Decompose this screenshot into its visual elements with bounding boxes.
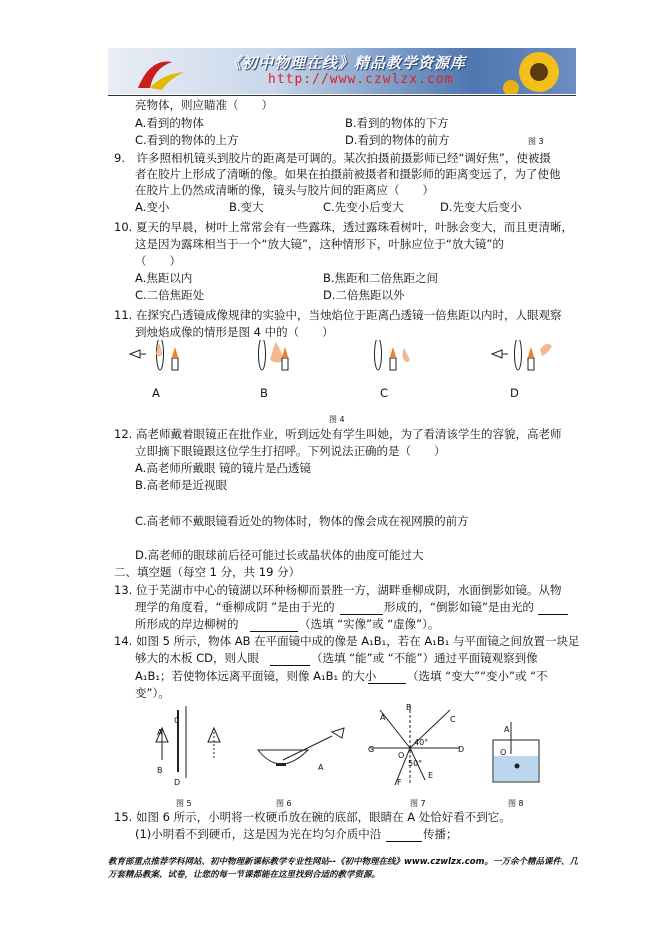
fig4-caption: 图 4: [329, 415, 345, 424]
q10-line3: （ ）: [135, 254, 181, 268]
fig4-panel-c: [375, 340, 411, 370]
fig7-label-d: D: [458, 745, 465, 754]
q14-line4: 变”）。: [135, 686, 170, 700]
q9-line3: 在胶片上仍然成清晰的像，镜头与胶片间的距离应（ ）: [135, 183, 434, 197]
eye-icon: [130, 350, 146, 358]
q9-line1: 9. 许多照相机镜头到胶片的距离是可调的。某次拍摄前摄影师已经“调好焦”，使被摄: [114, 151, 551, 165]
image-flame-icon: [540, 344, 552, 356]
q13-blank-3[interactable]: [250, 619, 298, 632]
q10-line2: 这是因为露珠相当于一个“放大镜”，这种情形下，叶脉应位于“放大镜”的: [135, 237, 504, 251]
fig4-panel-d: [492, 340, 552, 370]
q15-line2b: 传播；: [423, 827, 458, 841]
fig7-caption: 图 7: [410, 799, 426, 808]
q14-line3a: A₁B₁；若使物体远离平面镜，则像 A₁B₁ 的大小: [135, 669, 377, 683]
q10-option-b: B.焦距和二倍焦距之间: [323, 271, 439, 285]
lens-icon: [259, 340, 266, 370]
fig6-caption: 图 6: [276, 799, 292, 808]
q12-option-a: A.高老师所戴眼 镜的镜片是凸透镜: [135, 461, 311, 475]
q13-line3b: （选填 “实像”或 “虚像”）。: [299, 617, 440, 631]
q15-line2a: (1)小明看不到硬币，这是因为光在均匀介质中沿: [135, 827, 382, 841]
eye-icon: [492, 350, 508, 358]
fig7-label-a: A: [380, 713, 386, 722]
fig8-caption: 图 8: [508, 799, 524, 808]
header-banner: [108, 48, 576, 94]
section-2-heading: 二、填空题（每空 1 分，共 19 分）: [114, 565, 301, 579]
q13-line2b: 形成的，“倒影如镜”是由光的: [384, 600, 534, 614]
fig4-label-a: A: [152, 386, 160, 400]
fig5-label-b: B: [157, 766, 163, 775]
q8-option-c: C.看到的物体的上方: [135, 133, 239, 147]
figure-6: [258, 728, 344, 766]
q8-option-b: B.看到的物体的下方: [345, 116, 449, 130]
lens-icon: [375, 340, 382, 370]
q14-blank-1[interactable]: [270, 653, 310, 666]
fig4-panel-b: [259, 340, 289, 370]
q12-line1: 12. 高老师戴着眼镜正在批作业，听到远处有学生叫她，为了看清该学生的容貌，高老师: [114, 427, 562, 441]
fig5-caption: 图 5: [176, 799, 192, 808]
q13-line3a: 所形成的岸边柳树的: [135, 617, 239, 631]
q8-option-d: D.看到的物体的前方: [345, 133, 450, 147]
q10-line1: 10. 夏天的早晨，树叶上常常会有一些露珠，透过露珠看树叶，叶脉会变大，而且更清晰，: [114, 220, 573, 234]
fig4-label-b: B: [260, 386, 268, 400]
flame-icon: [390, 347, 396, 357]
header-rule: [108, 95, 576, 96]
q14-line2b: （选填 “能”或 “不能”）通过平面镜观察到像: [311, 651, 538, 665]
fig8-label-o: O: [500, 748, 507, 757]
fig4-label-c: C: [380, 386, 389, 400]
sunflower-icon: [503, 50, 573, 94]
flame-icon: [528, 347, 534, 357]
q11-line1: 11. 在探究凸透镜成像规律的实验中，当烛焰位于距离凸透镜一倍焦距以内时，人眼观察: [114, 308, 562, 322]
q14-line3b: （选填 “变大”“变小”或 “不: [407, 669, 548, 683]
q15-line1: 15. 如图 6 所示，小明将一枚硬币放在碗的底部，眼睛在 A 处恰好看不到它。: [114, 810, 511, 824]
fig3-caption: 图 3: [528, 137, 544, 146]
q12-line2: 立即摘下眼镜跟这位学生打招呼。下列说法正确的是（ ）: [135, 444, 446, 458]
q15-blank-1[interactable]: [386, 829, 422, 842]
q12-option-c: C.高老师不戴眼镜看近处的物体时，物体的像会成在视网膜的前方: [135, 514, 469, 528]
q9-option-a: A.变小: [135, 200, 170, 214]
fig7-angle-50: 50°: [408, 759, 423, 768]
flame-icon: [172, 347, 178, 357]
q13-line1: 13. 位于芜湖市中心的镜湖以环种杨柳而景胜一方，湖畔垂柳成阴，水面倒影如镜。从物: [114, 583, 562, 597]
q8-tail: 亮物体，则应瞄准（ ）: [135, 98, 273, 112]
q10-option-d: D.二倍焦距以外: [323, 288, 405, 302]
fig6-label-a: A: [318, 763, 324, 772]
q12-option-b: B.高老师是近视眼: [135, 478, 228, 492]
banner-title: 《初中物理在线》精品教学资源库: [226, 54, 467, 72]
fig7-angle-40: 40°: [414, 738, 429, 747]
fig7-label-c: C: [450, 715, 456, 724]
figure-4: [120, 340, 560, 390]
q10-option-c: C.二倍焦距处: [135, 288, 205, 302]
fig7-label-b: B: [406, 703, 412, 712]
q13-blank-1[interactable]: [340, 602, 383, 615]
fig7-label-e: E: [428, 771, 434, 780]
q14-line1: 14. 如图 5 所示，物体 AB 在平面镜中成的像是 A₁B₁，若在 A₁B₁ 与平面镜之间放置一块足: [114, 634, 580, 648]
fig4-label-d: D: [510, 386, 519, 400]
fig5-label-c: C: [174, 716, 180, 725]
q13-blank-2[interactable]: [538, 602, 568, 615]
fig8-label-a: A: [504, 725, 510, 734]
q9-option-b: B.变大: [229, 200, 264, 214]
image-flame-icon: [403, 348, 411, 362]
footer-note: 教育部重点推荐学科网站、初中物理新课标教学专业性网站--《初中物理在线》www.czwlzx.com。一万余个精品课件、几万套精品教案、试卷，让您的每一节课都能在这里找到合适的教学资源。: [108, 857, 578, 880]
logo-icon: [128, 52, 188, 92]
q9-option-d: D.先变大后变小: [440, 200, 522, 214]
fig7-label-g: G: [368, 745, 375, 754]
q14-line2a: 够大的木板 CD，则人眼: [135, 651, 260, 665]
fig7-label-o: O: [398, 751, 405, 760]
banner-url: http://www.czwlzx.com: [268, 72, 454, 87]
q9-line2: 者在胶片上形成了清晰的像。如果在拍摄前被摄者和摄影师的距离变远了，为了使他: [135, 167, 561, 181]
q8-option-a: A.看到的物体: [135, 116, 204, 130]
lens-icon: [515, 340, 522, 370]
eye-icon: [332, 728, 344, 738]
q9-option-c: C.先变小后变大: [323, 200, 404, 214]
q12-option-d: D.高老师的眼球前后径可能过长或晶状体的曲度可能过大: [135, 548, 424, 562]
fig5-label-a: A: [157, 728, 163, 737]
fig7-label-f: F: [397, 778, 402, 787]
figure-5: [156, 706, 220, 778]
flame-icon: [282, 347, 288, 357]
q11-line2: 到烛焰成像的情形是图 4 中的（ ）: [135, 325, 334, 339]
fig5-label-d: D: [174, 778, 181, 787]
q14-blank-2[interactable]: [368, 671, 406, 684]
q10-option-a: A.焦距以内: [135, 271, 193, 285]
fig4-panel-a: [130, 340, 178, 370]
q13-line2a: 理学的角度看，“垂柳成阴 ”是由于光的: [135, 600, 335, 614]
